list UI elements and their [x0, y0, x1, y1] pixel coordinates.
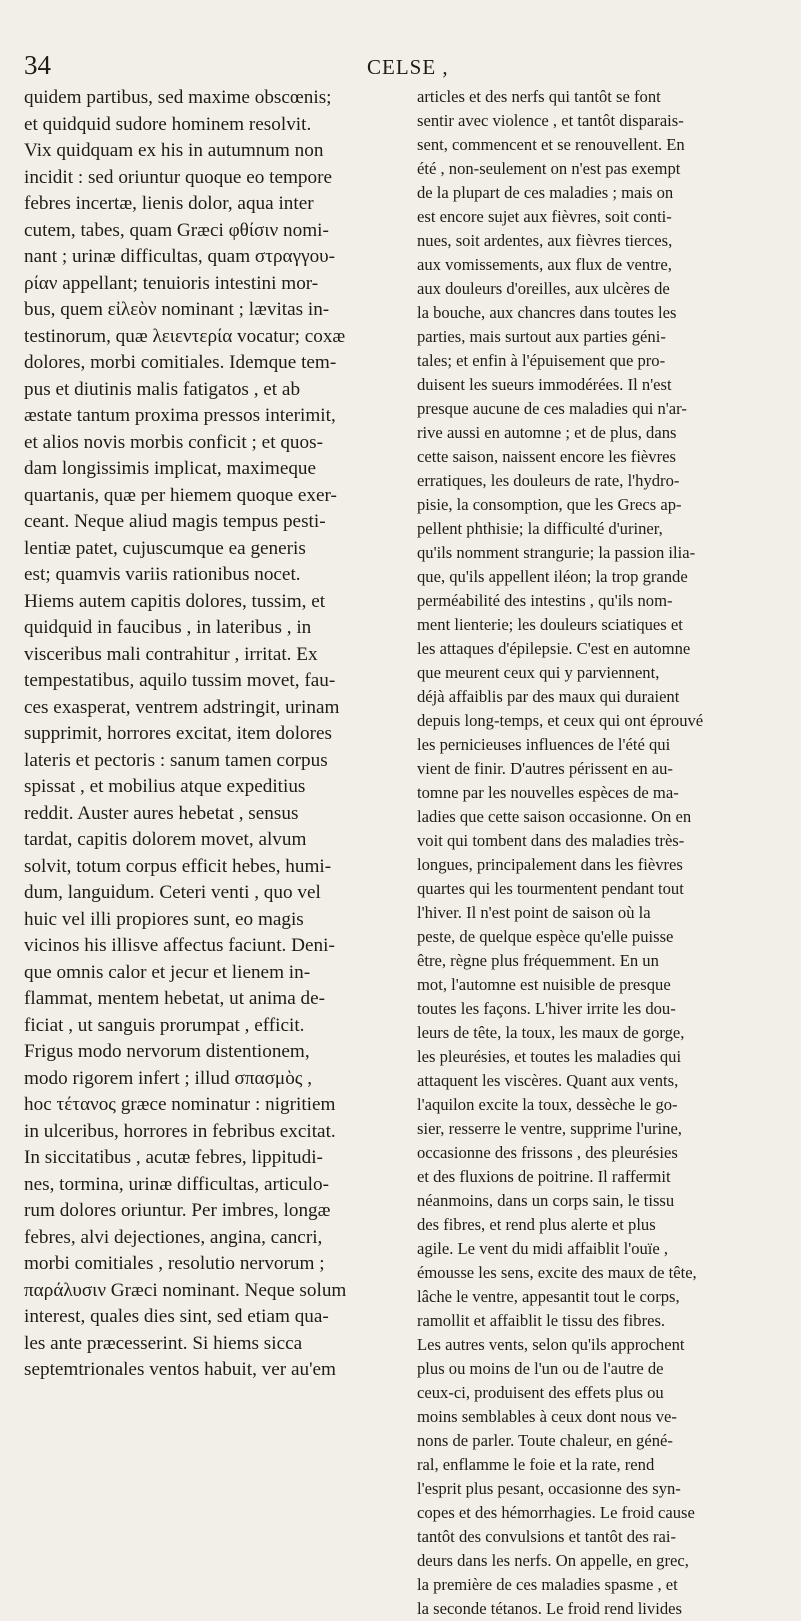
- text-line: moins semblables à ceux dont nous ve-: [417, 1407, 677, 1426]
- text-line: les attaques d'épilepsie. C'est en automne: [417, 639, 691, 658]
- text-line: sent, commencent et se renouvellent. En: [417, 135, 685, 154]
- text-line: et quidquid sudore hominem resolvit.: [24, 113, 312, 135]
- text-line: les pleurésies, et toutes les maladies qui: [417, 1047, 682, 1066]
- text-line: quidquid in faucibus , in lateribus , in: [24, 617, 312, 638]
- text-line: modo rigorem infert ; illud σπασμὸς ,: [24, 1067, 312, 1089]
- text-line: attaquent les viscères. Quant aux vents,: [417, 1071, 679, 1090]
- text-line: mot, l'automne est nuisible de presque: [417, 975, 671, 994]
- text-line: dum, languidum. Ceteri venti , quo vel: [24, 882, 321, 903]
- text-line: est; quamvis variis rationibus nocet.: [24, 564, 301, 585]
- text-line: la bouche, aux chancres dans toutes les: [417, 303, 677, 322]
- text-line: quartanis, quæ per hiemem quoque exer-: [24, 484, 337, 506]
- text-line: peste, de quelque espèce qu'elle puisse: [417, 927, 674, 946]
- text-line: ral, enflamme le foie et la rate, rend: [417, 1455, 655, 1474]
- text-line: flammat, mentem hebetat, ut anima de-: [24, 988, 326, 1009]
- text-line: rum dolores oriuntur. Per imbres, longæ: [24, 1200, 331, 1221]
- text-line: Les autres vents, selon qu'ils approchent: [417, 1335, 685, 1354]
- text-line: longues, principalement dans les fièvres: [417, 855, 683, 874]
- text-line: la seconde tétanos. Le froid rend livides: [417, 1599, 682, 1618]
- text-line: tardat, capitis dolorem movet, alvum: [24, 829, 307, 850]
- text-line: Frigus modo nervorum distentionem,: [24, 1041, 310, 1062]
- text-line: aux douleurs d'oreilles, aux ulcères de: [417, 279, 670, 298]
- text-line: voit qui tombent dans des maladies très-: [417, 831, 685, 850]
- text-line: sentir avec violence , et tantôt disparais-: [417, 111, 684, 130]
- text-line: tales; et enfin à l'épuisement que pro-: [417, 351, 666, 370]
- text-line: erratiques, les douleurs de rate, l'hydro-: [417, 471, 680, 490]
- text-line: agile. Le vent du midi affaiblit l'ouïe ,: [417, 1239, 669, 1258]
- text-line: tempestatibus, aquilo tussim movet, fau-: [24, 670, 336, 691]
- text-line: vicinos his illisve affectus faciunt. Deni-: [24, 935, 335, 956]
- text-line: incidit : sed oriuntur quoque eo tempore: [24, 166, 332, 188]
- text-line: plus ou moins de l'un ou de l'autre de: [417, 1359, 664, 1378]
- text-line: les pernicieuses influences de l'été qui: [417, 735, 671, 754]
- text-line: huic vel illi propiores sunt, eo magis: [24, 908, 304, 930]
- text-line: supprimit, horrores excitat, item dolores: [24, 723, 332, 744]
- text-line: Hiems autem capitis dolores, tussim, et: [24, 590, 326, 612]
- text-line: l'esprit plus pesant, occasionne des syn-: [417, 1479, 681, 1498]
- text-line: æstate tantum proxima pressos interimit,: [24, 405, 336, 426]
- text-line: pellent phthisie; la difficulté d'uriner,: [417, 519, 663, 538]
- page-number: 34: [24, 50, 51, 80]
- text-line: ρίαν appellant; tenuioris intestini mor-: [24, 272, 319, 294]
- text-line: l'aquilon excite la toux, dessèche le go-: [417, 1095, 678, 1114]
- text-line: ficiat , ut sanguis prorumpat , efficit.: [24, 1014, 305, 1036]
- text-line: être, règne plus fréquemment. En un: [417, 951, 659, 970]
- text-line: rive aussi en automne ; et de plus, dans: [417, 423, 677, 442]
- text-line: l'hiver. Il n'est point de saison où la: [417, 903, 651, 922]
- text-line: la première de ces maladies spasme , et: [417, 1575, 678, 1594]
- text-line: déjà affaiblis par des maux qui duraient: [417, 687, 680, 706]
- text-line: articles et des nerfs qui tantôt se font: [417, 87, 661, 106]
- text-line: ceux-ci, produisent des effets plus ou: [417, 1383, 664, 1402]
- text-line: febres incertæ, lienis dolor, aqua inter: [24, 193, 314, 214]
- text-line: testinorum, quæ λειεντερία vocatur; coxæ: [24, 325, 346, 347]
- text-line: tomne par les nouvelles espèces de ma-: [417, 783, 679, 802]
- text-line: septemtrionales ventos habuit, ver au'em: [24, 1359, 336, 1380]
- text-line: spissat , et mobilius atque expeditius: [24, 776, 306, 797]
- text-line: et des fluxions de poitrine. Il raffermit: [417, 1167, 671, 1186]
- text-line: hoc τέτανος græce nominatur : nigritiem: [24, 1094, 336, 1115]
- text-line: ramollit et affaiblit le tissu des fibres.: [417, 1311, 666, 1330]
- text-line: est encore sujet aux fièvres, soit conti-: [417, 207, 672, 226]
- text-line: nues, soit ardentes, aux fièvres tierces,: [417, 231, 673, 250]
- text-line: visceribus mali contrahitur , irritat. Ex: [24, 643, 318, 665]
- text-line: tantôt des convulsions et tantôt des rai-: [417, 1527, 676, 1546]
- text-line: interest, quales dies sint, sed etiam qua-: [24, 1306, 329, 1327]
- text-line: solvit, totum corpus efficit hebes, humi-: [24, 855, 332, 877]
- text-line: occasionne des frissons , des pleurésies: [417, 1143, 678, 1162]
- text-line: perméabilité des intestins , qu'ils nom-: [417, 591, 673, 610]
- text-line: in ulceribus, horrores in febribus excitat.: [24, 1120, 336, 1142]
- text-line: qu'ils nomment strangurie; la passion ilia-: [417, 543, 696, 562]
- text-line: les ante præcesserint. Si hiems sicca: [24, 1332, 303, 1354]
- text-line: lâche le ventre, appesantit tout le corps,: [417, 1287, 680, 1306]
- text-line: émousse les sens, excite des maux de tête,: [417, 1263, 697, 1282]
- text-line: duisent les sueurs immodérées. Il n'est: [417, 375, 672, 394]
- text-line: et alios novis morbis conficit ; et quos-: [24, 431, 323, 453]
- text-line: In siccitatibus , acutæ febres, lippitudi-: [24, 1147, 323, 1168]
- text-line: pus et diutinis malis fatigatos , et ab: [24, 378, 301, 400]
- text-line: lateris et pectoris : sanum tamen corpus: [24, 749, 328, 771]
- text-line: copes et des hémorrhagies. Le froid cause: [417, 1503, 695, 1522]
- text-line: cette saison, naissent encore les fièvres: [417, 447, 676, 466]
- text-line: vient de finir. D'autres périssent en au-: [417, 759, 673, 778]
- text-line: nes, tormina, urinæ difficultas, articulo-: [24, 1173, 329, 1195]
- text-line: depuis long-temps, et ceux qui ont éprouvé: [417, 711, 704, 730]
- text-line: deurs dans les nerfs. On appelle, en grec,: [417, 1551, 689, 1570]
- text-line: bus, quem εἰλεὸν nominant ; lævitas in-: [24, 299, 330, 320]
- text-line: febres, alvi dejectiones, angina, cancri,: [24, 1226, 323, 1248]
- page-header: [0, 50, 801, 80]
- text-line: nons de parler. Toute chaleur, en géné-: [417, 1431, 673, 1450]
- text-line: ceant. Neque aliud magis tempus pesti-: [24, 511, 326, 532]
- text-line: reddit. Auster aures hebetat , sensus: [24, 802, 299, 824]
- text-line: ment lienterie; les douleurs sciatiques et: [417, 615, 683, 634]
- text-line: toutes les façons. L'hiver irrite les dou-: [417, 999, 676, 1018]
- text-line: lentiæ patet, cujuscumque ea generis: [24, 537, 306, 559]
- text-line: Vix quidquam ex his in autumnum non: [24, 140, 324, 161]
- text-line: parties, mais surtout aux parties géni-: [417, 327, 666, 346]
- text-line: été , non-seulement on n'est pas exempt: [417, 159, 681, 178]
- text-line: presque aucune de ces maladies qui n'ar-: [417, 399, 687, 418]
- text-line: que, qu'ils appellent iléon; la trop grande: [417, 567, 688, 586]
- text-line: morbi comitiales , resolutio nervorum ;: [24, 1253, 325, 1274]
- text-line: ladies que cette saison occasionne. On en: [417, 807, 692, 826]
- running-head: CELSE ,: [367, 55, 449, 79]
- text-line: que omnis calor et jecur et lienem in-: [24, 961, 311, 983]
- text-line: sier, resserre le ventre, supprime l'urine,: [417, 1119, 682, 1138]
- text-line: ces exasperat, ventrem adstringit, urinam: [24, 696, 340, 718]
- text-line: dolores, morbi comitiales. Idemque tem-: [24, 352, 337, 373]
- french-translation-column: [417, 85, 789, 1621]
- text-line: quartes qui les tourmentent pendant tout: [417, 879, 684, 898]
- text-line: παράλυσιν Græci nominant. Neque solum: [24, 1279, 347, 1301]
- text-line: de la plupart de ces maladies ; mais on: [417, 183, 674, 202]
- latin-text-column: [24, 85, 402, 1384]
- text-line: pisie, la consomption, que les Grecs ap-: [417, 495, 682, 514]
- text-line: dam longissimis implicat, maximeque: [24, 458, 317, 479]
- text-line: leurs de tête, la toux, les maux de gorge,: [417, 1023, 685, 1042]
- text-line: nant ; urinæ difficultas, quam στραγγου-: [24, 246, 336, 267]
- text-line: aux vomissements, aux flux de ventre,: [417, 255, 672, 274]
- text-line: néanmoins, dans un corps sain, le tissu: [417, 1191, 675, 1210]
- text-line: que meurent ceux qui y parviennent,: [417, 663, 660, 682]
- text-line: cutem, tabes, quam Græci φθίσιν nomi-: [24, 219, 329, 241]
- text-line: des fibres, et rend plus alerte et plus: [417, 1215, 656, 1234]
- text-line: quidem partibus, sed maxime obscœnis;: [24, 87, 332, 108]
